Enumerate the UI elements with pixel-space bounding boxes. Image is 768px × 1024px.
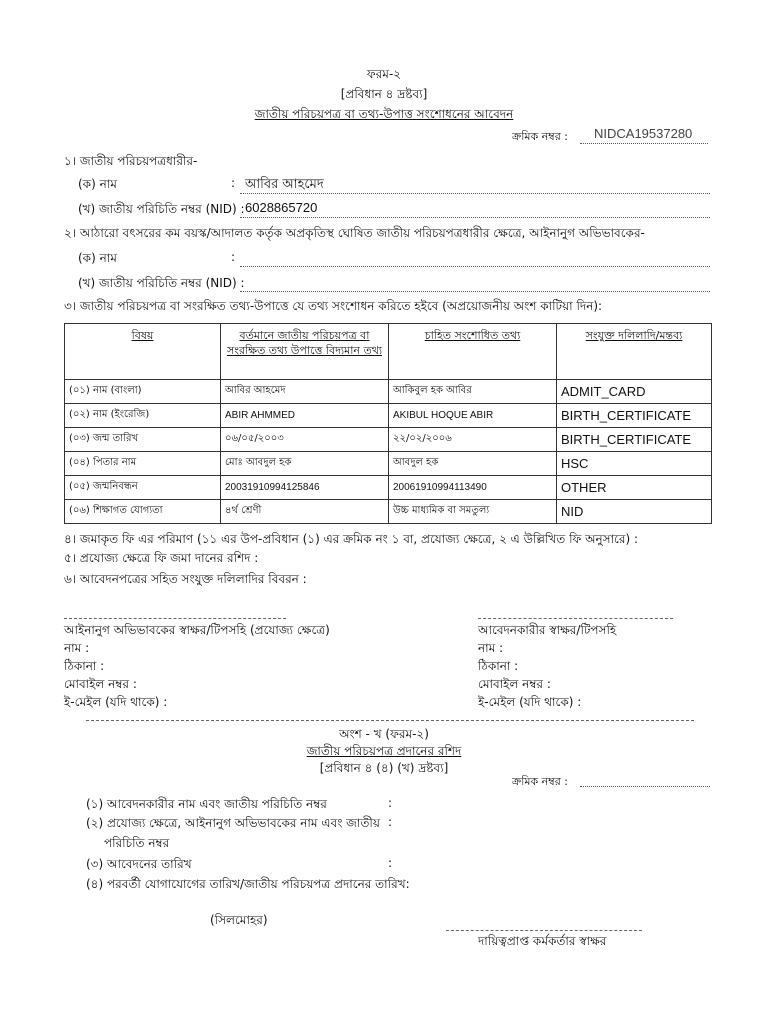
attached-document: BIRTH_CERTIFICATE bbox=[557, 404, 712, 428]
table-header: চাহিত সংশোধিত তথ্য bbox=[389, 324, 557, 380]
page-title bbox=[0, 106, 768, 126]
correction-table bbox=[64, 323, 712, 524]
receipt-part-label: অংশ - খ (ফরম-২) bbox=[339, 727, 429, 741]
table-row bbox=[65, 380, 712, 404]
holder-nid-dotline bbox=[240, 217, 710, 218]
section3-heading: ৩। জাতীয় পরিচয়পত্র বা সংরক্ষিত তথ্য-উপাত্তে যে তথ্য সংশোধন করিতে হইবে (অপ্রয়োজনীয় অংশ কাটিয়া দিন): bbox=[64, 299, 603, 313]
serial-dotline bbox=[580, 143, 708, 144]
current-value: মোঃ আবদুল হক bbox=[221, 452, 389, 476]
holder-name-dotline bbox=[240, 193, 710, 194]
receipt-serial-dotline bbox=[580, 786, 710, 787]
table-header: বর্তমানে জাতীয় পরিচয়পত্র বা সংরক্ষিত তথ্য উপাত্তে বিদ্যমান তথ্য bbox=[221, 324, 389, 380]
receipt-item-2: (২) প্রযোজ্য ক্ষেত্রে, আইনানুগ অভিভাবকের নাম এবং জাতীয় bbox=[86, 816, 380, 830]
receipt-item-2-colon: : bbox=[388, 815, 393, 829]
requested-value: আবদুল হক bbox=[389, 452, 557, 476]
guardian-signature-label: আইনানুগ অভিভাবকের স্বাক্ষর/টিপসহি (প্রযোজ্য ক্ষেত্রে) bbox=[64, 623, 330, 637]
receipt-serial-label: ক্রমিক নম্বর : bbox=[512, 775, 568, 788]
guardian-nid-label: (খ) জাতীয় পরিচিতি নম্বর (NID) : bbox=[78, 276, 245, 290]
seal-label: (সিলমোহর) bbox=[210, 913, 268, 927]
current-value: আবির আহমেদ bbox=[221, 380, 389, 404]
requested-value: উচ্চ মাধ্যমিক বা সমতুল্য bbox=[389, 500, 557, 524]
holder-name-label: (ক) নাম bbox=[78, 177, 117, 191]
attached-document: ADMIT_CARD bbox=[557, 380, 712, 404]
guardian-signature-line bbox=[64, 618, 286, 619]
field-label: (০৫) জন্মনিবন্ধন bbox=[65, 476, 221, 500]
field-label: (০২) নাম (ইংরেজি) bbox=[65, 404, 221, 428]
table-row bbox=[65, 476, 712, 500]
table-row bbox=[65, 452, 712, 476]
guardian-name-dotline bbox=[240, 266, 710, 267]
receipt-title-text: জাতীয় পরিচয়পত্র প্রদানের রশিদ bbox=[306, 744, 462, 758]
table-header: সংযুক্ত দলিলাদি/মন্তব্য bbox=[557, 324, 712, 380]
current-value: ০৬/০৫/২০০৩ bbox=[221, 428, 389, 452]
field-label: (০৪) পিতার নাম bbox=[65, 452, 221, 476]
holder-name-value: আবির আহমেদ bbox=[245, 177, 324, 192]
fee-receipt-line: ৫। প্রযোজ্য ক্ষেত্রে ফি জমা দানের রশিদ : bbox=[64, 551, 259, 565]
applicant-address-field: ঠিকানা : bbox=[478, 659, 519, 673]
cut-line bbox=[86, 720, 694, 721]
guardian-mobile-field: মোবাইল নম্বর : bbox=[64, 677, 137, 691]
attached-document: NID bbox=[557, 500, 712, 524]
applicant-email-field: ই-মেইল (যদি থাকে) : bbox=[478, 695, 582, 709]
guardian-name-field: নাম : bbox=[64, 641, 90, 655]
guardian-email-field: ই-মেইল (যদি থাকে) : bbox=[64, 695, 168, 709]
table-row bbox=[65, 404, 712, 428]
receipt-item-1-colon: : bbox=[388, 796, 393, 810]
section2-heading: ২। আঠারো বৎসরের কম বয়স্ক/আদালত কর্তৃক অপ্রকৃতিস্থ ঘোষিত জাতীয় পরিচয়পত্রধারীর ক্ষেত্রে, আইনানুগ অভিভাবকের- bbox=[64, 226, 645, 240]
receipt-item-3: (৩) আবেদনের তারিখ bbox=[86, 857, 192, 871]
receipt-item-2-cont: পরিচিতি নম্বর bbox=[104, 836, 170, 850]
requested-value: আকিবুল হক আবির bbox=[389, 380, 557, 404]
guardian-nid-dotline bbox=[240, 291, 710, 292]
officer-signature-label: দায়িত্বপ্রাপ্ত কর্মকর্তার স্বাক্ষর bbox=[478, 934, 607, 948]
requested-value: ২২/০২/২০০৬ bbox=[389, 428, 557, 452]
applicant-mobile-field: মোবাইল নম্বর : bbox=[478, 677, 551, 691]
table-header-row bbox=[65, 324, 712, 380]
form-number: ফরম-২ bbox=[366, 67, 402, 81]
table-header: বিষয় bbox=[65, 324, 221, 380]
attached-document: HSC bbox=[557, 452, 712, 476]
current-value: ABIR AHMMED bbox=[221, 404, 389, 428]
receipt-rule-reference: [প্রবিধান ৪ (৪) (খ) দ্রষ্টব্য] bbox=[319, 761, 449, 775]
attachments-line: ৬। আবেদনপত্রের সহিত সংযুক্ত দলিলাদির বিবরন : bbox=[64, 572, 307, 586]
applicant-signature-label: আবেদনকারীর স্বাক্ষর/টিপসহি bbox=[478, 623, 617, 637]
field-label: (০১) নাম (বাংলা) bbox=[65, 380, 221, 404]
holder-name-colon: : bbox=[231, 176, 236, 190]
officer-signature-line bbox=[446, 930, 642, 931]
current-value: ৪র্থ শ্রেণী bbox=[221, 500, 389, 524]
serial-value: NIDCA19537280 bbox=[594, 126, 693, 141]
serial-label: ক্রমিক নম্বর : bbox=[512, 130, 568, 143]
receipt-item-1: (১) আবেদনকারীর নাম এবং জাতীয় পরিচিতি নম্বর bbox=[86, 797, 327, 811]
rule-reference: [প্রবিধান ৪ দ্রষ্টব্য] bbox=[340, 87, 428, 101]
requested-value: AKIBUL HOQUE ABIR bbox=[389, 404, 557, 428]
title-text: জাতীয় পরিচয়পত্র বা তথ্য-উপাত্ত সংশোধনের আবেদন bbox=[254, 107, 514, 121]
guardian-address-field: ঠিকানা : bbox=[64, 659, 105, 673]
field-label: (০৬) শিক্ষাগত যোগ্যতা bbox=[65, 500, 221, 524]
applicant-name-field: নাম : bbox=[478, 641, 504, 655]
holder-nid-label: (খ) জাতীয় পরিচিতি নম্বর (NID) : bbox=[78, 202, 245, 216]
requested-value: 20061910994113490 bbox=[389, 476, 557, 500]
field-label: (০৩) জন্ম তারিখ bbox=[65, 428, 221, 452]
guardian-name-label: (ক) নাম bbox=[78, 251, 117, 265]
attached-document: OTHER bbox=[557, 476, 712, 500]
receipt-item-4: (৪) পরবর্তী যোগাযোগের তারিখ/জাতীয় পরিচয়পত্র প্রদানের তারিখ: bbox=[86, 877, 410, 891]
guardian-name-colon: : bbox=[231, 250, 236, 264]
fee-amount-line: ৪। জমাকৃত ফি এর পরিমাণ (১১ এর উপ-প্রবিধান (১) এর ক্রমিক নং ১ বা, প্রযোজ্য ক্ষেত্রে, ২ এ উল্লিখিত ফি অনুসারে) : bbox=[64, 532, 639, 546]
applicant-signature-line bbox=[478, 618, 673, 619]
section1-heading: ১। জাতীয় পরিচয়পত্রধারীর- bbox=[64, 154, 198, 168]
table-row bbox=[65, 500, 712, 524]
receipt-item-3-colon: : bbox=[388, 856, 393, 870]
attached-document: BIRTH_CERTIFICATE bbox=[557, 428, 712, 452]
current-value: 20031910994125846 bbox=[221, 476, 389, 500]
holder-nid-value: 6028865720 bbox=[245, 200, 318, 215]
table-row bbox=[65, 428, 712, 452]
